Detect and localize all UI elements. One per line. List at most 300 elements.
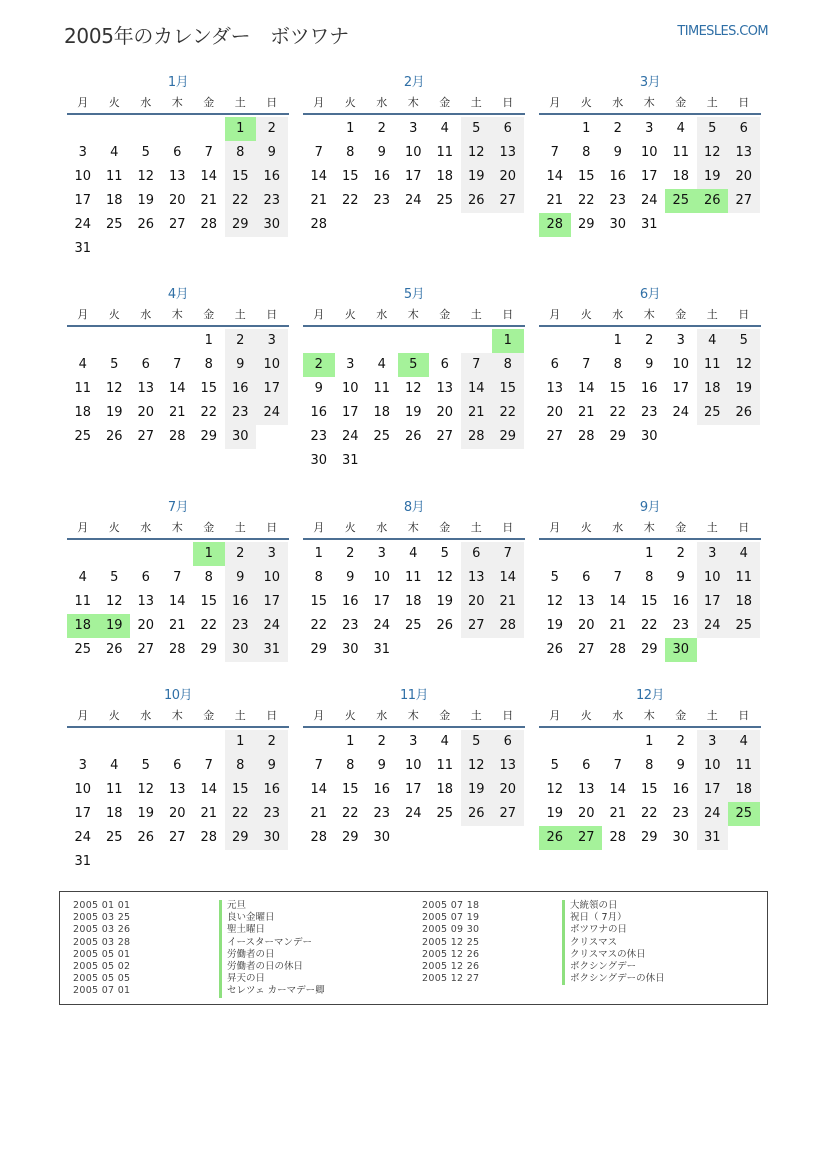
legend-date: 2005 12 27 [422,973,480,985]
day-cell: 17 [404,169,422,184]
day-cell: 22 [200,405,218,420]
empty-cell [67,542,99,566]
day-cell: 12 [461,141,493,165]
legend-holiday-name: 元旦 [219,900,325,912]
day-cell: 24 [74,217,92,232]
day-cell: 23 [640,405,658,420]
weekday-label: 日 [502,308,514,321]
day-cell: 2 [256,117,288,141]
day-cell: 11 [728,566,760,590]
day-cell: 23 [341,618,359,633]
weekday-label: 土 [234,709,246,722]
weekday-label: 火 [108,709,120,722]
day-cell: 9 [377,145,386,160]
day-cell: 1 [204,333,213,348]
legend-holiday-name: 良い金曜日 [219,912,325,924]
legend-date: 2005 07 19 [422,912,480,924]
day-cell: 31 [640,217,658,232]
day-cell: 12 [137,782,155,797]
day-cell: 12 [436,570,454,585]
day-cell: 3 [377,546,386,561]
day-cell: 13 [137,594,155,609]
day-cell: 27 [137,429,155,444]
month-block [303,497,525,662]
day-cell: 25 [728,614,760,638]
day-cell: 22 [609,405,627,420]
day-cell: 18 [436,169,454,184]
day-cell: 7 [173,357,182,372]
day-cell: 19 [461,165,493,189]
empty-cell [162,730,194,754]
day-cell: 1 [346,121,355,136]
day-cell: 18 [728,590,760,614]
day-cell: 12 [546,782,564,797]
holiday-day-cell: 2 [303,353,335,377]
empty-cell [539,542,571,566]
days-grid [67,730,289,874]
day-cell: 20 [546,405,564,420]
day-cell: 28 [168,642,186,657]
days-grid [539,542,761,662]
day-cell: 7 [582,357,591,372]
weekday-label: 水 [612,709,624,722]
day-cell: 18 [105,806,123,821]
legend-holiday-name: 祝日（ 7月） [562,912,665,924]
day-cell: 21 [168,618,186,633]
days-grid [67,329,289,449]
legend-date: 2005 01 01 [73,900,131,911]
day-cell: 12 [697,141,729,165]
day-cell: 4 [78,357,87,372]
weekday-label: 火 [344,709,356,722]
day-cell: 12 [546,594,564,609]
day-cell: 26 [546,642,564,657]
day-cell: 24 [404,806,422,821]
holiday-day-cell: 30 [665,638,697,662]
day-cell: 9 [225,566,257,590]
weekday-label: 木 [407,308,419,321]
weekday-label: 水 [612,96,624,109]
days-grid [539,329,761,449]
weekday-label: 土 [234,308,246,321]
weekday-header [539,518,761,540]
day-cell: 11 [74,381,92,396]
day-cell: 8 [645,758,654,773]
month-title: 8月 [403,500,425,515]
weekday-label: 土 [470,709,482,722]
day-cell: 3 [409,121,418,136]
day-cell: 5 [110,570,119,585]
day-cell: 22 [640,806,658,821]
day-cell: 9 [676,570,685,585]
month-title: 4月 [167,287,189,302]
day-cell: 2 [377,121,386,136]
day-cell: 31 [373,642,391,657]
day-cell: 15 [341,169,359,184]
empty-cell [193,730,225,754]
day-cell: 21 [461,401,493,425]
empty-cell [366,329,398,353]
weekday-label: 水 [612,308,624,321]
day-cell: 24 [256,614,288,638]
day-cell: 20 [137,618,155,633]
day-cell: 16 [672,782,690,797]
day-cell: 1 [613,333,622,348]
day-cell: 17 [74,193,92,208]
day-cell: 22 [492,401,524,425]
day-cell: 15 [577,169,595,184]
day-cell: 16 [640,381,658,396]
day-cell: 28 [492,614,524,638]
day-cell: 3 [78,145,87,160]
weekday-label: 土 [706,709,718,722]
day-cell: 20 [137,405,155,420]
day-cell: 10 [74,169,92,184]
day-cell: 18 [404,594,422,609]
day-cell: 15 [640,594,658,609]
weekday-header [539,305,761,327]
day-cell: 16 [672,594,690,609]
month-block [539,685,761,850]
day-cell: 15 [492,377,524,401]
day-cell: 25 [105,217,123,232]
weekday-label: 火 [108,308,120,321]
day-cell: 16 [225,377,257,401]
day-cell: 14 [168,381,186,396]
day-cell: 27 [137,642,155,657]
weekday-header [539,706,761,728]
holiday-day-cell: 28 [539,213,571,237]
empty-cell [539,730,571,754]
day-cell: 16 [341,594,359,609]
day-cell: 21 [168,405,186,420]
day-cell: 24 [640,193,658,208]
empty-cell [303,117,335,141]
day-cell: 18 [373,405,391,420]
day-cell: 13 [436,381,454,396]
day-cell: 27 [436,429,454,444]
day-cell: 5 [110,357,119,372]
day-cell: 27 [168,217,186,232]
day-cell: 4 [440,734,449,749]
holiday-day-cell: 1 [492,329,524,353]
day-cell: 27 [577,642,595,657]
day-cell: 19 [137,193,155,208]
weekday-label: 火 [580,521,592,534]
day-cell: 19 [404,405,422,420]
day-cell: 12 [105,381,123,396]
weekday-label: 土 [470,521,482,534]
day-cell: 27 [461,614,493,638]
day-cell: 29 [225,826,257,850]
weekday-label: 木 [643,96,655,109]
weekday-header [67,93,289,115]
weekday-label: 月 [77,308,89,321]
day-cell: 21 [200,193,218,208]
weekday-label: 日 [502,96,514,109]
day-cell: 30 [225,425,257,449]
day-cell: 13 [577,594,595,609]
weekday-label: 金 [439,709,451,722]
day-cell: 23 [373,806,391,821]
holiday-day-cell: 18 [67,614,99,638]
day-cell: 13 [492,754,524,778]
day-cell: 23 [609,193,627,208]
day-cell: 5 [141,145,150,160]
day-cell: 22 [200,618,218,633]
legend-holiday-name: ボクシングデーの休日 [562,973,665,985]
day-cell: 8 [204,570,213,585]
day-cell: 30 [640,429,658,444]
day-cell: 19 [461,778,493,802]
day-cell: 6 [582,570,591,585]
day-cell: 27 [168,830,186,845]
day-cell: 30 [672,830,690,845]
weekday-label: 土 [706,521,718,534]
weekday-label: 月 [549,308,561,321]
weekday-label: 火 [580,96,592,109]
weekday-label: 金 [675,709,687,722]
day-cell: 12 [105,594,123,609]
weekday-label: 日 [738,96,750,109]
day-cell: 21 [200,806,218,821]
day-cell: 29 [609,429,627,444]
month-block [67,284,289,449]
day-cell: 24 [672,405,690,420]
day-cell: 5 [550,570,559,585]
day-cell: 30 [609,217,627,232]
day-cell: 29 [341,830,359,845]
day-cell: 21 [310,193,328,208]
weekday-label: 日 [738,308,750,321]
day-cell: 6 [173,758,182,773]
day-cell: 15 [609,381,627,396]
day-cell: 21 [609,806,627,821]
day-cell: 5 [728,329,760,353]
weekday-label: 月 [313,96,325,109]
holiday-day-cell: 25 [728,802,760,826]
day-cell: 11 [74,594,92,609]
empty-cell [571,730,603,754]
day-cell: 16 [373,782,391,797]
day-cell: 30 [256,826,288,850]
day-cell: 21 [310,806,328,821]
day-cell: 9 [346,570,355,585]
legend-holiday-name: 聖土曜日 [219,924,325,936]
empty-cell [162,542,194,566]
empty-cell [571,542,603,566]
day-cell: 26 [404,429,422,444]
day-cell: 7 [613,570,622,585]
day-cell: 13 [728,141,760,165]
empty-cell [99,117,131,141]
day-cell: 7 [613,758,622,773]
weekday-label: 火 [344,96,356,109]
day-cell: 14 [609,594,627,609]
empty-cell [130,542,162,566]
day-cell: 28 [168,429,186,444]
weekday-header [303,93,525,115]
weekday-label: 木 [171,709,183,722]
day-cell: 8 [645,570,654,585]
day-cell: 13 [461,566,493,590]
day-cell: 31 [341,453,359,468]
day-cell: 5 [697,117,729,141]
day-cell: 2 [256,730,288,754]
day-cell: 20 [461,590,493,614]
weekday-label: 水 [376,96,388,109]
day-cell: 23 [225,614,257,638]
day-cell: 28 [461,425,493,449]
day-cell: 19 [105,405,123,420]
holiday-day-cell: 19 [99,614,131,638]
day-cell: 14 [461,377,493,401]
day-cell: 2 [225,542,257,566]
day-cell: 28 [577,429,595,444]
legend-date: 2005 09 30 [422,924,480,936]
day-cell: 27 [492,802,524,826]
weekday-label: 金 [675,96,687,109]
day-cell: 15 [640,782,658,797]
month-title: 10月 [163,688,193,703]
day-cell: 2 [676,734,685,749]
day-cell: 31 [74,854,92,869]
day-cell: 21 [609,618,627,633]
day-cell: 2 [346,546,355,561]
day-cell: 29 [200,429,218,444]
day-cell: 23 [256,189,288,213]
day-cell: 30 [310,453,328,468]
empty-cell [67,117,99,141]
day-cell: 22 [310,618,328,633]
weekday-label: 月 [77,709,89,722]
empty-cell [162,117,194,141]
empty-cell [130,117,162,141]
day-cell: 24 [256,401,288,425]
day-cell: 8 [346,145,355,160]
day-cell: 20 [577,618,595,633]
day-cell: 15 [310,594,328,609]
day-cell: 25 [74,642,92,657]
days-grid [303,730,525,850]
day-cell: 3 [78,758,87,773]
day-cell: 10 [404,145,422,160]
day-cell: 14 [310,782,328,797]
month-title: 9月 [639,500,661,515]
holiday-legend [59,891,768,1005]
weekday-label: 水 [376,709,388,722]
day-cell: 1 [346,734,355,749]
weekday-label: 土 [706,96,718,109]
legend-names-col-2 [562,900,665,985]
day-cell: 12 [728,353,760,377]
day-cell: 9 [256,141,288,165]
day-cell: 4 [728,730,760,754]
legend-date: 2005 03 28 [73,936,131,948]
day-cell: 20 [168,806,186,821]
day-cell: 10 [256,353,288,377]
weekday-label: 木 [171,308,183,321]
day-cell: 1 [314,546,323,561]
weekday-label: 土 [470,308,482,321]
day-cell: 25 [436,193,454,208]
weekday-label: 木 [643,308,655,321]
day-cell: 26 [728,401,760,425]
day-cell: 9 [256,754,288,778]
month-title: 12月 [635,688,665,703]
day-cell: 6 [173,145,182,160]
day-cell: 16 [609,169,627,184]
day-cell: 24 [373,618,391,633]
day-cell: 6 [141,357,150,372]
weekday-label: 火 [108,96,120,109]
weekday-header [539,93,761,115]
weekday-label: 日 [266,96,278,109]
day-cell: 4 [676,121,685,136]
day-cell: 31 [697,826,729,850]
day-cell: 8 [346,758,355,773]
day-cell: 7 [314,758,323,773]
day-cell: 2 [225,329,257,353]
day-cell: 20 [577,806,595,821]
day-cell: 17 [256,590,288,614]
day-cell: 24 [404,193,422,208]
day-cell: 20 [436,405,454,420]
month-block [539,284,761,449]
weekday-label: 水 [376,308,388,321]
weekday-label: 土 [706,308,718,321]
weekday-header [303,706,525,728]
weekday-label: 月 [549,96,561,109]
site-name[interactable]: TIMESLES.COM [677,24,768,39]
holiday-day-cell: 5 [398,353,430,377]
day-cell: 10 [256,566,288,590]
day-cell: 27 [546,429,564,444]
day-cell: 11 [436,145,454,160]
day-cell: 10 [697,754,729,778]
day-cell: 13 [546,381,564,396]
day-cell: 28 [609,830,627,845]
days-grid [303,117,525,237]
day-cell: 6 [440,357,449,372]
day-cell: 6 [728,117,760,141]
day-cell: 1 [645,546,654,561]
day-cell: 8 [204,357,213,372]
day-cell: 8 [582,145,591,160]
day-cell: 19 [546,806,564,821]
day-cell: 29 [200,642,218,657]
day-cell: 28 [200,217,218,232]
weekday-label: 火 [344,521,356,534]
day-cell: 12 [461,754,493,778]
legend-holiday-name: 労働者の日 [219,949,325,961]
weekday-label: 金 [439,308,451,321]
weekday-label: 火 [108,521,120,534]
weekday-label: 金 [439,96,451,109]
weekday-label: 金 [203,709,215,722]
day-cell: 10 [640,145,658,160]
day-cell: 3 [697,542,729,566]
days-grid [67,117,289,261]
weekday-label: 水 [376,521,388,534]
day-cell: 9 [314,381,323,396]
legend-holiday-name: クリスマス [562,937,665,949]
day-cell: 25 [436,806,454,821]
day-cell: 30 [256,213,288,237]
day-cell: 11 [728,754,760,778]
day-cell: 10 [74,782,92,797]
day-cell: 17 [672,381,690,396]
